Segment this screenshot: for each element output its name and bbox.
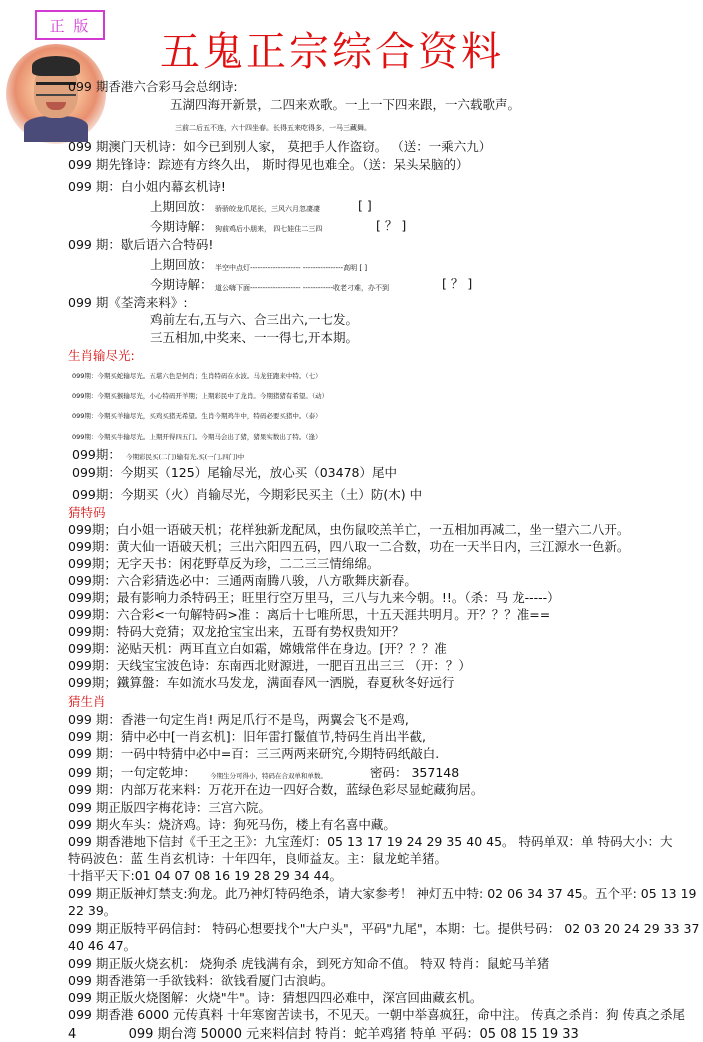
- text-line: 099 期正版神灯禁支:狗龙。此乃神灯特码绝杀，请大家参考！ 神灯五中特: 02 06 34 37 45。五个平: 05 13 19: [68, 886, 697, 901]
- text-line: 099 期《荃湾来料》:: [68, 295, 188, 310]
- avatar-hair: [32, 56, 80, 76]
- text-line: 道公嗨下面-------------------- ------------收老刁难，办不到: [215, 284, 390, 292]
- text-line: 099 期香港第一手欲钱料：欲钱看厦门古浪屿。: [68, 973, 334, 988]
- text-line: 上期回放：: [150, 257, 213, 272]
- text-line: 099 期：香港一句定生肖! 两足爪行不是鸟，两翼会飞不是鸡,: [68, 712, 409, 727]
- text-line: 099 期正版四字梅花诗：三宫六院。: [68, 800, 271, 815]
- text-line: 今期诗解：: [150, 219, 213, 234]
- text-line: 099期：今期买（125）尾输尽光，放心买（03478）尾中: [72, 465, 397, 480]
- text-line: 099 期澳门天机诗：如今已到别人家， 莫把手人作盗窃。 （送：一乘六九）: [68, 139, 492, 154]
- text-line: 099期：天线宝宝波色诗：东南西北财源进，一肥百丑出三三 （开：？）: [68, 658, 471, 673]
- text-line: 099期：泌贴天机：两耳直立白如霜，嫦娥常伴在身边。[开？？？准: [68, 641, 447, 656]
- text-line: 099 期火车头：烧济鸡。诗：狗死马伤，楼上有名喜中藏。: [68, 817, 396, 832]
- text-line: 099期；最有影响力杀特码王；旺里行空万里马，三八与九来今朝。!!。（杀：马 龙-----）: [68, 590, 560, 605]
- text-line: [ ]: [358, 198, 372, 213]
- text-line: 099 期香港六合彩马会总纲诗:: [68, 79, 238, 94]
- text-line: 099 期正版火烧玄机： 烧狗杀 虎钱满有余，到死方知命不值。 特双 特肖：鼠蛇马羊猪: [68, 956, 550, 971]
- text-line: 099期：今期买猴输尽光，小心特码开羊期；上期彩民中了龙肖。今期猪猪有希望。（动）: [72, 392, 329, 400]
- text-line: 22 39。: [68, 903, 117, 918]
- text-line: 099期：: [72, 447, 121, 462]
- edition-badge: 正 版: [35, 10, 105, 40]
- text-line: 099 期香港 6000 元传真料 十年寒窗苦读书，不见天。一朝中举喜疯狂，命中注。 传真之杀肖：狗 传真之杀尾: [68, 1007, 686, 1022]
- text-line: 三五相加,中奖来、一一得七,开本期。: [150, 330, 358, 345]
- text-line: 猜生肖: [68, 694, 106, 709]
- text-line: 猜特码: [68, 505, 106, 520]
- text-line: 40 46 47。: [68, 938, 137, 953]
- text-line: 099期；鐵算盤：车如流水马发龙，满面春风一洒脱，春夏秋冬好远行: [68, 675, 455, 690]
- text-line: 099期；无字天书：闲花野草反为珍，二二三三情绵绵。: [68, 556, 380, 571]
- text-line: 半空中点灯-------------------- ----------------高明 [ ]: [215, 264, 368, 272]
- text-line: 狗前鸡后小朋来， 四七娃住二三四: [215, 225, 323, 233]
- text-line: 099 期：歇后语六合特码!: [68, 237, 214, 252]
- text-line: [ ？ ]: [376, 218, 407, 233]
- text-line: 099期：黄大仙一语破天机；三出六阳四五码，四八取一二合数，功在一天半日内，三江源水一色新。: [68, 539, 630, 554]
- text-line: 099 期正版火烧图解：火烧"牛"。诗：猜想四四必难中，深宫回曲藏玄机。: [68, 990, 483, 1005]
- text-line: 五湖四海开新景，二四来欢歌。一上一下四来跟，一六载歌声。: [170, 97, 521, 112]
- text-line: 099 期香港地下信封《千王之王》：九宝莲灯：05 13 17 19 24 29 35 40 45。 特码单双：单 特码大小：大: [68, 834, 673, 849]
- text-line: 099期；白小姐一语破天机；花样独新龙配凤，虫伤鼠咬羔羊亡，一五相加再减二，坐一望六二八开。: [68, 522, 630, 537]
- text-line: 鸡前左右,五与六、合三出六,一七发。: [150, 312, 358, 327]
- text-line: 099 期：白小姐内幕玄机诗!: [68, 179, 226, 194]
- page-number: 4: [68, 1027, 77, 1042]
- text-line: 099期：今期买（火）肖输尽光，今期彩民买主（土）防(木) 中: [72, 487, 423, 502]
- text-line: 上期回放：: [150, 199, 213, 214]
- text-line: 三前二后五不连，六十四坐春。长得五来吃得多，一马三藏舞。: [175, 124, 371, 132]
- page-title: 五鬼正宗综合资料: [160, 29, 504, 75]
- text-line: 今期生分可得小，特码在合双单和单数。: [210, 772, 327, 780]
- text-line: 099期：今期买牛输尽光。上期开得四五门。今期马会出了猪，猪果实数出了特。（逢）: [72, 433, 322, 441]
- text-line: 099期：六合彩猜选必中：三通两南腾八骏，八方歌舞庆新春。: [68, 573, 417, 588]
- text-line: 099 期；一句定乾坤：: [68, 765, 196, 780]
- text-line: [ ？ ]: [442, 276, 473, 291]
- text-line: 099期：今期买羊输尽光，买鸡买猪无希望。生肖今期鸡牛中，特码必要买猪中。（泰）: [72, 412, 322, 420]
- text-line: 今期诗解：: [150, 277, 213, 292]
- text-line: 099期：今期买蛇输尽光。五堪六色是何肖；生肖特码在水波。马龙狂跑来中特。（七）: [72, 372, 322, 380]
- text-line: 099 期：内部万花来料：万花开在边一四好合数，蓝绿色彩尽显蛇藏狗居。: [68, 782, 484, 797]
- text-line: 密码： 357148: [370, 765, 460, 780]
- footer-line: [68, 1023, 579, 1042]
- text-line: 099 期：猜中必中[一肖玄机]：旧年雷打鬣值节,特码生肖出半截,: [68, 729, 427, 744]
- text-line: 099 期：一码中特猜中必中=百：三三两两来研究,今期特码纸敲白.: [68, 746, 440, 761]
- text-line: 骄骄皎龙爪尾长，三风六月忽凄凄: [215, 205, 320, 213]
- text-line: 099 期正版特平码信封： 特码心想要找个"大户头"，平码"九尾"，本期：七。提供号码： 02 03 20 24 29 33 37: [68, 921, 700, 936]
- text-line: 099期：六合彩<一句解特码>准 ：离后十七唯所思，十五天涯共明月。开？？？准==: [68, 607, 551, 622]
- text-line: 生肖输尽光:: [68, 348, 135, 363]
- text-line: 今期彩民买(二门)输有光,买(一门,四门)中: [126, 453, 245, 461]
- text-line: 099期：特码大竞猜；双龙抢宝宝出来，五哥有势权贵知开？: [68, 624, 405, 639]
- footer-text: 099 期台湾 50000 元来料信封 特肖：蛇羊鸡猪 特单 平码：05 08 15 19 33: [128, 1027, 579, 1042]
- text-line: 特码波色：蓝 生肖玄机诗：十年四年，良师益友。主：鼠龙蛇羊猪。: [68, 851, 447, 866]
- text-line: 099 期先锋诗：踪迹有方终久出， 斯时得见也难全。（送：呆头呆脑的）: [68, 157, 469, 172]
- text-line: 十指平天下:01 04 07 08 16 19 28 29 34 44。: [68, 868, 343, 883]
